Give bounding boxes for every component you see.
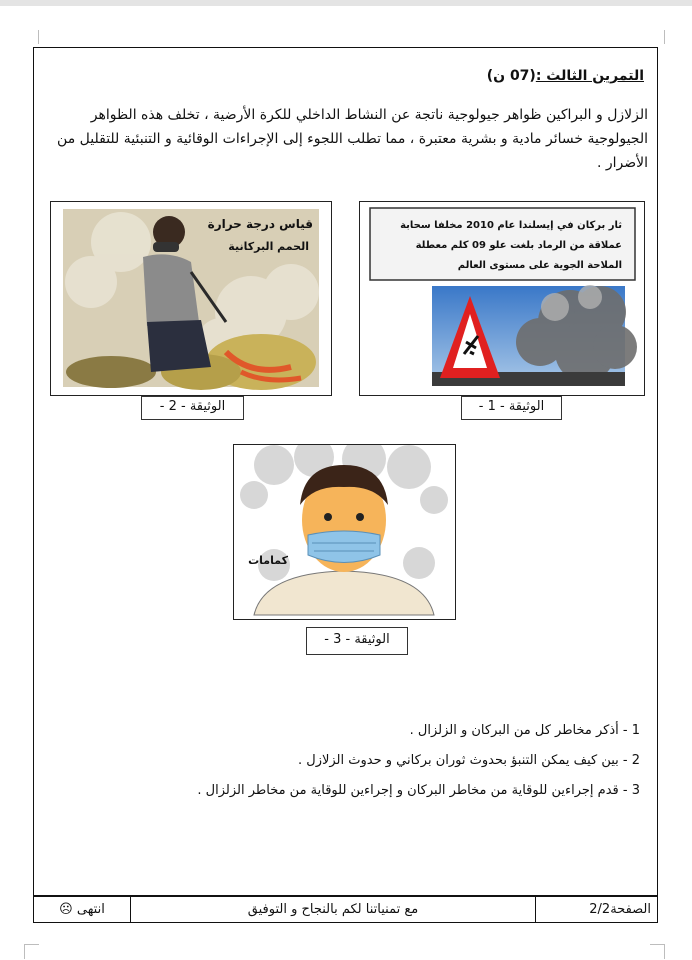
document-2 <box>50 201 332 396</box>
document-2-line-1: قياس درجة حرارة <box>207 217 313 231</box>
document-1-line-3: الملاحة الجوية على مستوى العالم <box>457 260 622 271</box>
document-1-figure <box>360 202 643 394</box>
document-1-line-1: ثار بركان في إيسلندا عام 2010 مخلفا سحابة <box>400 220 622 231</box>
exercise-title <box>487 68 644 84</box>
question-1: 1 - أذكر مخاطر كل من البركان و الزلزال . <box>409 723 640 738</box>
crop-mark <box>650 30 665 44</box>
document-3-caption: الوثيقة - 3 - <box>306 627 408 655</box>
document-3 <box>233 444 456 620</box>
document-2-figure <box>51 202 330 394</box>
exercise-points: (07 ن) <box>486 68 536 84</box>
footer-page-number: الصفحة2/2 <box>535 897 657 922</box>
question-3: 3 - قدم إجراءين للوقاية من مخاطر البركان و إجراءين للوقاية من مخاطر الزلزال . <box>197 783 640 798</box>
exercise-title-label: التمرين الثالث : <box>535 68 644 84</box>
page-footer <box>33 896 658 923</box>
document-1-caption: الوثيقة - 1 - <box>461 396 562 420</box>
questions-list <box>80 716 640 806</box>
document-2-caption: الوثيقة - 2 - <box>141 396 244 420</box>
crop-mark <box>650 944 665 959</box>
footer-wishes: مع تمنياتنا لكم بالنجاح و التوفيق <box>130 897 535 922</box>
document-1 <box>359 201 645 396</box>
footer-end: انتهى ☹ <box>59 902 105 917</box>
document-2-line-2: الحمم البركانية <box>228 240 309 253</box>
face-mask-icon <box>308 531 380 563</box>
crop-mark <box>24 944 39 959</box>
document-3-figure <box>234 445 454 618</box>
crop-mark <box>38 30 53 44</box>
question-2: 2 - بين كيف يمكن التنبؤ بحدوث ثوران بركاني و حدوث الزلازل . <box>297 753 640 768</box>
intro-paragraph: الزلازل و البراكين ظواهر جيولوجية ناتجة عن النشاط الداخلي للكرة الأرضية ، تخلف هذه الظواهر الجيولوجية خسائر مادية و بشرية معتبرة ، مما تطلب اللجوء إلى الإجراءات الوقائية و التنبئية للتقليل من الأضرار . <box>57 107 648 171</box>
document-1-line-2: عملاقة من الرماد بلغت علو 09 كلم معطلة <box>415 240 622 251</box>
document-3-label: كمامات <box>248 554 288 567</box>
top-bar <box>0 0 692 6</box>
